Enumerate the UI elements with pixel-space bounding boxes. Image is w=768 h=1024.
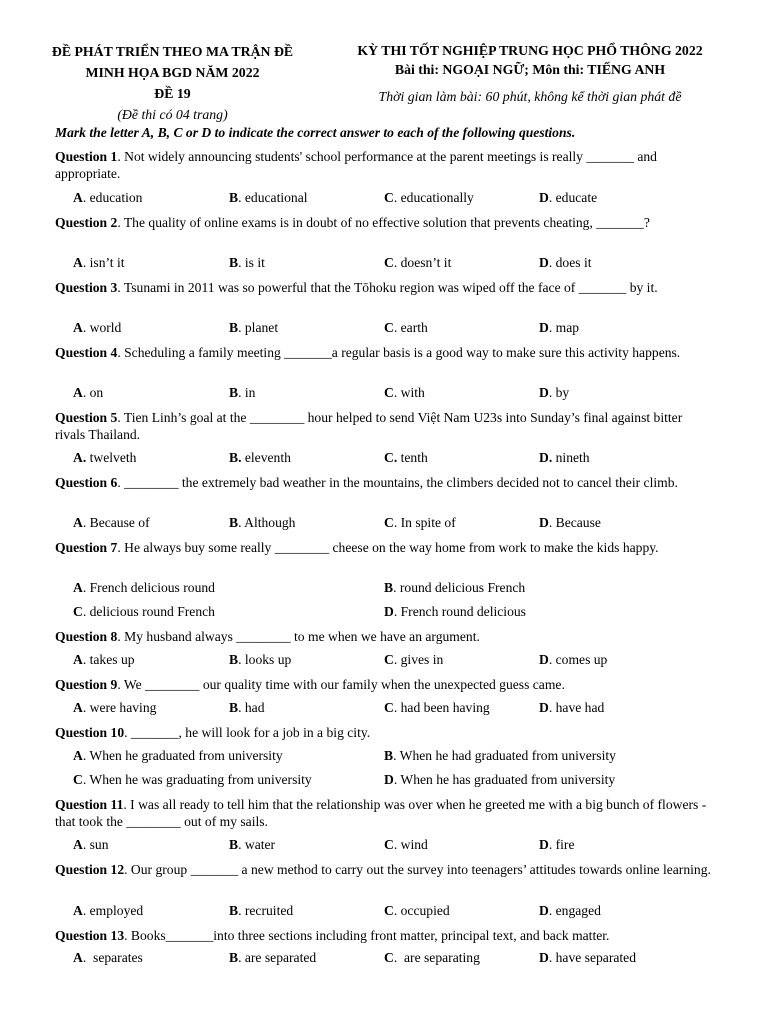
question-text: . Scheduling a family meeting _______a regular basis is a good way to make sure this activity happens. bbox=[117, 345, 681, 360]
question-label: Question 13 bbox=[55, 928, 125, 943]
option-c[interactable]: C. doesn’t it bbox=[384, 255, 452, 270]
option-b[interactable]: B. is it bbox=[229, 255, 265, 270]
option-d[interactable]: D. does it bbox=[539, 255, 592, 270]
option-c[interactable]: C. educationally bbox=[384, 190, 474, 205]
option-d[interactable]: D. nineth bbox=[539, 450, 590, 465]
option-c[interactable]: C. are separating bbox=[384, 950, 480, 965]
option-b[interactable]: B. planet bbox=[229, 320, 279, 335]
question-text: . Tsunami in 2011 was so powerful that the Tōhoku region was wiped off the face of _______ by it. bbox=[117, 280, 658, 295]
question-10-options-row2 bbox=[73, 772, 713, 790]
question-text: . My husband always ________ to me when we have an argument. bbox=[117, 629, 480, 644]
question-label: Question 3 bbox=[55, 280, 118, 295]
question-label: Question 1 bbox=[55, 149, 118, 164]
option-d[interactable]: D. When he has graduated from university bbox=[384, 772, 616, 787]
question-label: Question 5 bbox=[55, 410, 118, 425]
question-text: . I was all ready to tell him that the relationship was over when he greeted me with a big bunch of flowers - that took the ________ out of my sails. bbox=[55, 797, 707, 829]
question-1 bbox=[55, 148, 715, 182]
question-4 bbox=[55, 344, 715, 361]
option-a[interactable]: A. French delicious round bbox=[73, 580, 215, 595]
option-d[interactable]: D. engaged bbox=[539, 903, 601, 918]
question-7-options-row2 bbox=[73, 604, 713, 622]
question-10-options-row1 bbox=[73, 748, 713, 766]
exam-subject: Bài thi: NGOẠI NGỮ; Môn thi: TIẾNG ANH bbox=[394, 62, 666, 77]
option-a[interactable]: A. education bbox=[73, 190, 143, 205]
option-d[interactable]: D. Because bbox=[539, 515, 601, 530]
question-label: Question 12 bbox=[55, 862, 125, 877]
question-9-options bbox=[73, 700, 713, 718]
option-a[interactable]: A. separates bbox=[73, 950, 143, 965]
option-c[interactable]: C. with bbox=[384, 385, 425, 400]
option-c[interactable]: C. In spite of bbox=[384, 515, 456, 530]
option-c[interactable]: C. earth bbox=[384, 320, 428, 335]
option-b[interactable]: B. When he had graduated from university bbox=[384, 748, 616, 763]
option-b[interactable]: B. eleventh bbox=[229, 450, 291, 465]
question-5-options bbox=[73, 450, 713, 468]
option-c[interactable]: C. occupied bbox=[384, 903, 450, 918]
question-label: Question 2 bbox=[55, 215, 118, 230]
question-13-options bbox=[73, 950, 713, 968]
question-7-options-row1 bbox=[73, 580, 713, 598]
option-b[interactable]: B. had bbox=[229, 700, 265, 715]
exam-code: ĐỀ 19 bbox=[154, 86, 191, 101]
option-c[interactable]: C. When he was graduating from university bbox=[73, 772, 312, 787]
page-count-note: (Đề thi có 04 trang) bbox=[117, 107, 228, 122]
option-b[interactable]: B. looks up bbox=[229, 652, 292, 667]
exam-header-right bbox=[330, 41, 730, 106]
option-a[interactable]: A. twelveth bbox=[73, 450, 137, 465]
option-a[interactable]: A. isn’t it bbox=[73, 255, 125, 270]
question-9 bbox=[55, 676, 715, 693]
question-5 bbox=[55, 409, 715, 443]
question-11-options bbox=[73, 837, 713, 855]
option-c[interactable]: C. tenth bbox=[384, 450, 428, 465]
question-13 bbox=[55, 927, 715, 944]
question-12 bbox=[55, 861, 715, 878]
exam-name: KỲ THI TỐT NGHIỆP TRUNG HỌC PHỔ THÔNG 2022 bbox=[357, 43, 703, 58]
option-c[interactable]: C. delicious round French bbox=[73, 604, 215, 619]
option-c[interactable]: C. wind bbox=[384, 837, 428, 852]
option-a[interactable]: A. Because of bbox=[73, 515, 150, 530]
option-d[interactable]: D. comes up bbox=[539, 652, 608, 667]
question-2 bbox=[55, 214, 715, 231]
question-text: . ________ the extremely bad weather in the mountains, the climbers decided not to cancel their climb. bbox=[117, 475, 678, 490]
question-text: . Tien Linh’s goal at the ________ hour helped to send Việt Nam U23s into Sunday’s final against bitter rivals Thailand. bbox=[55, 410, 683, 442]
question-2-options bbox=[73, 255, 713, 273]
question-label: Question 6 bbox=[55, 475, 118, 490]
question-text: . Not widely announcing students' school performance at the parent meetings is really _______ and appropriate. bbox=[55, 149, 657, 181]
question-10 bbox=[55, 724, 715, 741]
question-3 bbox=[55, 279, 715, 296]
question-11 bbox=[55, 796, 715, 830]
exam-title-line2: MINH HỌA BGD NĂM 2022 bbox=[85, 65, 260, 80]
option-b[interactable]: B. are separated bbox=[229, 950, 317, 965]
question-8 bbox=[55, 628, 715, 645]
instruction: Mark the letter A, B, C or D to indicate the correct answer to each of the following questions. bbox=[55, 125, 576, 140]
option-c[interactable]: C. gives in bbox=[384, 652, 444, 667]
question-6 bbox=[55, 474, 715, 491]
option-b[interactable]: B. water bbox=[229, 837, 276, 852]
option-a[interactable]: A. When he graduated from university bbox=[73, 748, 283, 763]
question-label: Question 8 bbox=[55, 629, 118, 644]
question-3-options bbox=[73, 320, 713, 338]
option-a[interactable]: A. world bbox=[73, 320, 122, 335]
exam-duration: Thời gian làm bài: 60 phút, không kể thời gian phát đề bbox=[378, 89, 682, 104]
question-text: . _______, he will look for a job in a big city. bbox=[124, 725, 371, 740]
question-8-options bbox=[73, 652, 713, 670]
option-d[interactable]: D. have had bbox=[539, 700, 605, 715]
question-label: Question 11 bbox=[55, 797, 124, 812]
option-a[interactable]: A. takes up bbox=[73, 652, 135, 667]
question-6-options bbox=[73, 515, 713, 533]
option-a[interactable]: A. employed bbox=[73, 903, 144, 918]
option-b[interactable]: B. recruited bbox=[229, 903, 294, 918]
option-d[interactable]: D. by bbox=[539, 385, 570, 400]
option-b[interactable]: B. round delicious French bbox=[384, 580, 526, 595]
option-a[interactable]: A. sun bbox=[73, 837, 109, 852]
question-text: . We ________ our quality time with our family when the unexpected guess came. bbox=[117, 677, 565, 692]
option-c[interactable]: C. had been having bbox=[384, 700, 490, 715]
question-4-options bbox=[73, 385, 713, 403]
question-text: . Books_______into three sections including front matter, principal text, and back matter. bbox=[124, 928, 610, 943]
exam-header-left bbox=[30, 41, 315, 125]
exam-title-line1: ĐỀ PHÁT TRIỂN THEO MA TRẬN ĐỀ bbox=[51, 44, 294, 59]
option-b[interactable]: B. in bbox=[229, 385, 256, 400]
question-text: . Our group _______ a new method to carry out the survey into teenagers’ attitudes towards online learning. bbox=[124, 862, 711, 877]
option-d[interactable]: D. fire bbox=[539, 837, 575, 852]
question-text: . The quality of online exams is in doubt of no effective solution that prevents cheating, _______? bbox=[117, 215, 650, 230]
option-b[interactable]: B. Although bbox=[229, 515, 296, 530]
question-label: Question 10 bbox=[55, 725, 125, 740]
question-1-options bbox=[73, 190, 713, 208]
question-text: . He always buy some really ________ cheese on the way home from work to make the kids happy. bbox=[117, 540, 659, 555]
option-a[interactable]: A. were having bbox=[73, 700, 157, 715]
option-b[interactable]: B. educational bbox=[229, 190, 308, 205]
question-label: Question 7 bbox=[55, 540, 118, 555]
option-d[interactable]: D. map bbox=[539, 320, 580, 335]
option-d[interactable]: D. French round delicious bbox=[384, 604, 526, 619]
option-a[interactable]: A. on bbox=[73, 385, 104, 400]
question-label: Question 4 bbox=[55, 345, 118, 360]
option-d[interactable]: D. educate bbox=[539, 190, 598, 205]
option-d[interactable]: D. have separated bbox=[539, 950, 637, 965]
question-12-options bbox=[73, 903, 713, 921]
question-7 bbox=[55, 539, 715, 556]
question-label: Question 9 bbox=[55, 677, 118, 692]
